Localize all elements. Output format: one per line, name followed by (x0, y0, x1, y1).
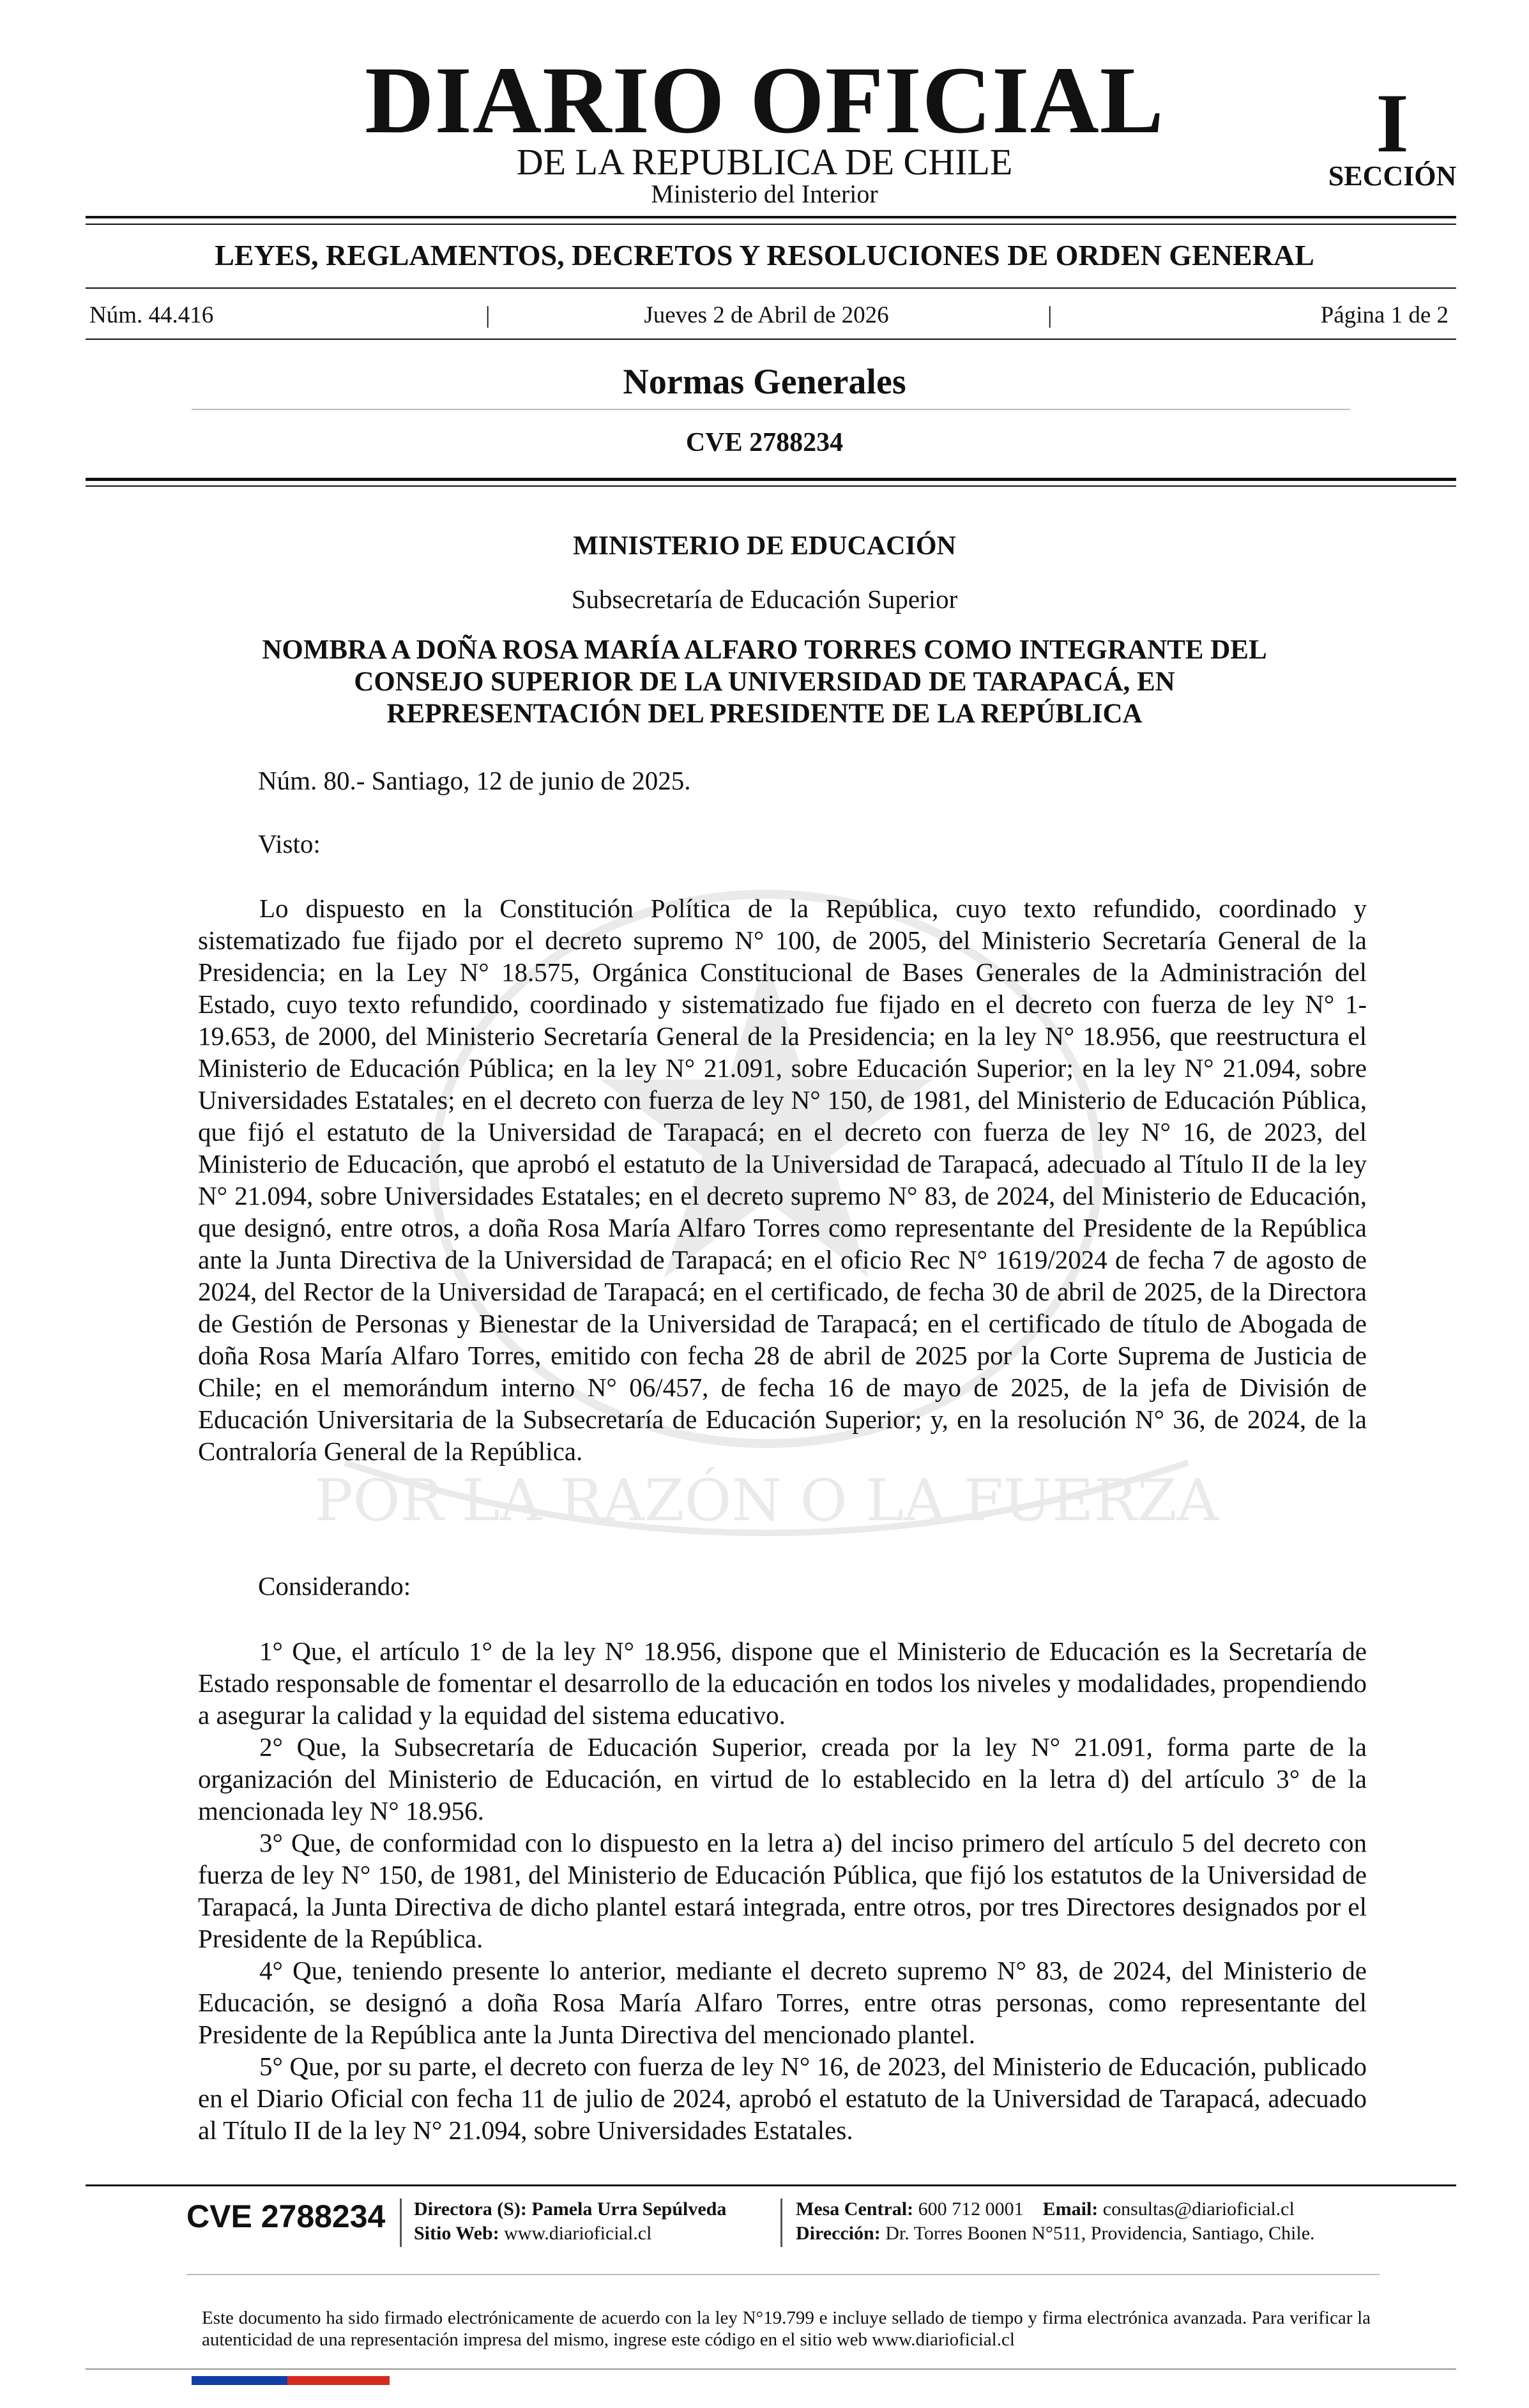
sitio-link[interactable]: www.diarioficial.cl (504, 2223, 652, 2244)
meta-separator: | (485, 302, 491, 328)
considerando-item: 5° Que, por su parte, el decreto con fuerza de ley N° 16, de 2023, del Ministerio de Educación, publicado en el Diario Oficial con fecha 11 de julio de 2024, aprobó el estatuto de la Universidad de Tarapacá, adecuado al Título II de la ley N° 21.094, sobre Universidades Estatales. (198, 2052, 1367, 2145)
considerando-item: 3° Que, de conformidad con lo dispuesto en la letra a) del inciso primero del artículo 5 del decreto con fuerza de ley N° 150, de 1981, del Ministerio de Educación Pública, que fijó los estatutos de la Universidad de Tarapacá, la Junta Directiva de dicho plantel estará integrada, entre otros, por tres Directores designados por el Presidente de la República. (198, 1828, 1367, 1953)
masthead-subtitle: DE LA REPUBLICA DE CHILE (516, 141, 1013, 183)
visto-text: Lo dispuesto en la Constitución Política de la República, cuyo texto refundido, coordinado y sistematizado fue fijado por el decreto supremo N° 100, de 2005, del Ministerio Secretaría General de la Presidencia; en la Ley N° 18.575, Orgánica Constitucional de Bases Generales de la Administración del Estado, cuyo texto refundido, coordinado y sistematizado fue fijado en el decreto con fuerza de ley N° 1-19.653, de 2000, del Ministerio Secretaría General de la Presidencia; en la ley N° 18.956, que reestructura el Ministerio de Educación Pública; en la ley N° 21.091, sobre Educación Superior; en la ley N° 21.094, sobre Universidades Estatales; en el decreto con fuerza de ley N° 150, de 1981, del Ministerio de Educación Pública, que fijó el estatuto de la Universidad de Tarapacá; en el decreto con fuerza de ley N° 16, de 2023, del Ministerio de Educación, que aprobó el estatuto de la Universidad de Tarapacá, adecuado al Título II de la ley N° 21.094, sobre Universidades Estatales; en el decreto supremo N° 83, de 2024, del Ministerio de Educación, que designó, entre otros, a doña Rosa María Alfaro Torres como representante del Presidente de la República ante la Junta Directiva de la Universidad de Tarapacá; en el oficio Rec N° 1619/2024 de fecha 7 de agosto de 2024, del Rector de la Universidad de Tarapacá; en el certificado, de fecha 30 de abril de 2025, de la Directora de Gestión de Personas y Bienestar de la Universidad de Tarapacá; en el certificado de título de Abogada de doña Rosa María Alfaro Torres, emitido con fecha 28 de abril de 2025 por la Corte Suprema de Justicia de Chile; en el memorándum interno N° 06/457, de fecha 16 de mayo de 2025, de la jefa de División de Educación Universitaria de la Subsecretaría de Educación Superior; y, en la resolución N° 36, de 2024, de la Contraloría General de la República. (198, 894, 1367, 1466)
category-heading: Normas Generales (623, 362, 906, 402)
footer-directora-block (414, 2197, 784, 2246)
issue-date: Jueves 2 de Abril de 2026 (644, 302, 889, 328)
visto-label: Visto: (258, 829, 321, 858)
meta-separator: | (1047, 302, 1053, 328)
decree-title-line: REPRESENTACIÓN DEL PRESIDENTE DE LA REPÚBLICA (386, 699, 1143, 729)
mesa-label: Mesa Central: (796, 2198, 914, 2220)
decree-title (192, 634, 1337, 730)
header-rule-thick (86, 216, 1456, 218)
considerando-item: 4° Que, teniendo presente lo anterior, mediante el decreto supremo N° 83, de 2024, del Ministerio de Educación, se designó a doña Rosa María Alfaro Torres, entre otras personas, como representante del Presidente de la República ante la Junta Directiva del mencionado plantel. (198, 1956, 1367, 2049)
directora-name: Pamela Urra Sepúlveda (531, 2198, 727, 2220)
issue-number: Núm. 44.416 (89, 302, 214, 328)
signature-note: Este documento ha sido firmado electrónicamente de acuerdo con la ley N°19.799 e incluye sellado de tiempo y firma electrónica avanzada. Para verificar la autenticidad de una representación impresa del mismo, ingrese este código en el sitio web www.diarioficial.cl (202, 2308, 1371, 2350)
direccion-label: Dirección: (796, 2223, 881, 2244)
ministry-heading: MINISTERIO DE EDUCACIÓN (573, 531, 956, 561)
meta-rule-top (86, 287, 1456, 289)
watermark-motto: POR LA RAZÓN O LA FUERZA (314, 1467, 1219, 1534)
section-rule-thin (86, 485, 1456, 487)
section-label: SECCIÓN (1328, 160, 1457, 192)
decree-number-line: Núm. 80.- Santiago, 12 de junio de 2025. (258, 766, 691, 795)
considerando-item: 2° Que, la Subsecretaría de Educación Superior, creada por la ley N° 21.091, forma parte de la organización del Ministerio de Educación, en virtud de lo establecido en la letra d) del artículo 3° de la mencionada ley N° 18.956. (198, 1732, 1367, 1825)
email-label: Email: (1042, 2198, 1099, 2220)
footer-rule (86, 2184, 1456, 2186)
footer-contact-block (796, 2197, 1396, 2246)
decree-title-line: CONSEJO SUPERIOR DE LA UNIVERSIDAD DE TARAPACÁ, EN (354, 667, 1175, 697)
subsecretaria-heading: Subsecretaría de Educación Superior (571, 584, 958, 614)
flag-stripe-blue (192, 2376, 287, 2385)
masthead-title: DIARIO OFICIAL (365, 47, 1164, 153)
meta-rule-bottom (86, 339, 1456, 340)
considerandos-list (198, 1635, 1367, 2146)
considerando-label: Considerando: (258, 1571, 411, 1601)
banner-heading: LEYES, REGLAMENTOS, DECRETOS Y RESOLUCIONES DE ORDEN GENERAL (215, 239, 1314, 271)
direccion-value: Dr. Torres Boonen N°511, Providencia, Santiago, Chile. (885, 2223, 1315, 2244)
visto-paragraph (198, 892, 1367, 1467)
directora-label: Directora (S): (414, 2198, 527, 2220)
footer-separator (780, 2198, 782, 2247)
header-rule-thin (86, 224, 1456, 225)
bottom-rule (86, 2368, 1456, 2370)
section-rule-thick (86, 478, 1456, 481)
footer-divider (186, 2274, 1380, 2275)
email-link[interactable]: consultas@diarioficial.cl (1102, 2198, 1295, 2220)
mesa-value: 600 712 0001 (918, 2198, 1024, 2220)
footer-cve-code: CVE 2788234 (186, 2198, 386, 2234)
category-divider (192, 409, 1350, 410)
cve-code: CVE 2788234 (685, 428, 844, 457)
flag-stripe-red (287, 2376, 390, 2385)
sitio-label: Sitio Web: (414, 2223, 499, 2244)
masthead-ministry: Ministerio del Interior (651, 179, 878, 208)
considerando-item: 1° Que, el artículo 1° de la ley N° 18.956, dispone que el Ministerio de Educación es la Secretaría de Estado responsable de fomentar el desarrollo de la educación en todos los niveles y modalidades, propendiendo a asegurar la calidad y la equidad del sistema educativo. (198, 1636, 1367, 1730)
decree-title-line: NOMBRA A DOÑA ROSA MARÍA ALFARO TORRES COMO INTEGRANTE DEL (262, 635, 1267, 665)
footer-separator (400, 2198, 402, 2247)
section-number: I (1376, 76, 1409, 170)
page-indicator: Página 1 de 2 (1320, 302, 1449, 328)
